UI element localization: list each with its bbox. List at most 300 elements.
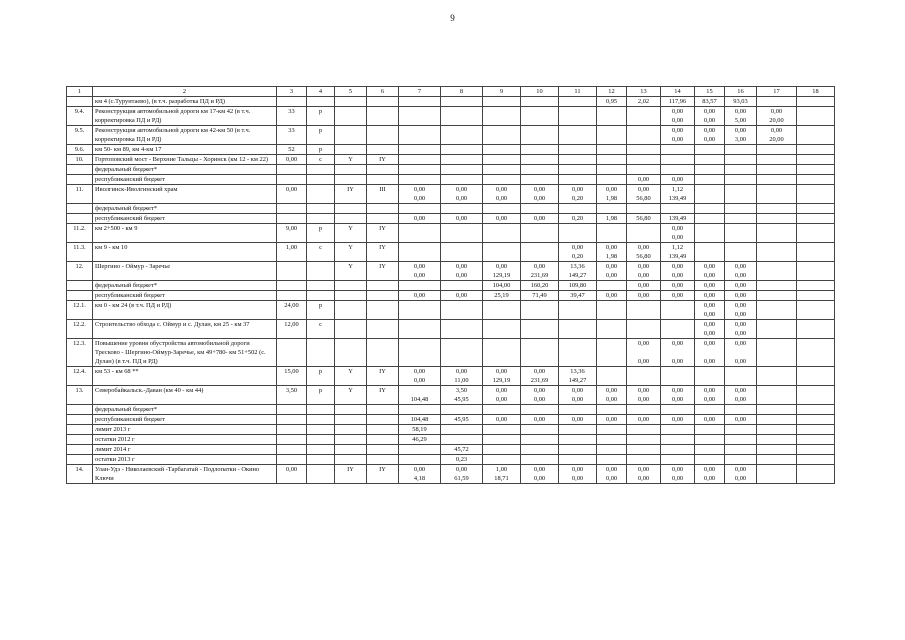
value-cell [335,214,367,224]
value-cell [367,175,399,185]
value-cell [483,445,521,455]
value-cell [597,445,627,455]
value-cell: 0,00 [597,415,627,425]
value-cell [695,435,725,445]
value-cell [399,107,441,126]
value-cell [335,126,367,145]
value-cell: 0,00 0,00 [661,107,695,126]
row-number-cell: 13. [67,386,93,405]
column-header: 13 [627,87,661,97]
value-cell: Y [335,367,367,386]
value-cell: 0,00 0,00 [627,339,661,367]
value-cell: 0,00 [661,415,695,425]
value-cell [335,301,367,320]
value-cell [725,224,757,243]
value-cell [335,320,367,339]
value-cell [661,145,695,155]
value-cell [559,301,597,320]
value-cell [307,214,335,224]
value-cell [695,243,725,262]
row-number-cell [67,281,93,291]
value-cell [725,455,757,465]
value-cell: р [307,224,335,243]
row-label-cell: км 2+500 - км 9 [93,224,277,243]
value-cell [797,339,835,367]
value-cell [335,97,367,107]
column-header: 11 [559,87,597,97]
value-cell [367,145,399,155]
value-cell: 0,00 0,20 [559,243,597,262]
value-cell [521,224,559,243]
value-cell [757,165,797,175]
value-cell [399,455,441,465]
value-cell [367,425,399,435]
column-header: 17 [757,87,797,97]
value-cell [559,425,597,435]
value-cell [797,367,835,386]
value-cell [367,455,399,465]
value-cell [725,155,757,165]
value-cell [725,145,757,155]
value-cell [521,405,559,415]
row-label-cell: федеральный бюджет* [93,165,277,175]
value-cell: IY [367,155,399,165]
value-cell [797,97,835,107]
value-cell [399,165,441,175]
value-cell: 0,00 0,00 [559,465,597,484]
value-cell [695,204,725,214]
row-number-cell [67,405,93,415]
value-cell [399,175,441,185]
value-cell [695,455,725,465]
value-cell: 0,00 0,00 [695,262,725,281]
value-cell: 0,00 0,00 [627,465,661,484]
value-cell: 0,00 0,00 [483,185,521,204]
value-cell: 0,00 [483,214,521,224]
value-cell [757,224,797,243]
value-cell: 0,00 0,00 [695,386,725,405]
row-label-cell: Улан-Удэ - Николаевский -Тарбагатай - Подлопатки - Окино Ключи [93,465,277,484]
value-cell [277,435,307,445]
value-cell [441,435,483,445]
column-header: 10 [521,87,559,97]
value-cell: 24,00 [277,301,307,320]
value-cell [559,445,597,455]
value-cell [335,175,367,185]
row-label-cell: лимит 2014 г [93,445,277,455]
value-cell: 0,00 0,00 [597,262,627,281]
value-cell [441,145,483,155]
table-row [67,301,835,320]
row-label-cell: км 0 - км 24 (в т.ч. ПД и РД) [93,301,277,320]
value-cell: 0,00 [441,291,483,301]
value-cell [695,185,725,204]
value-cell: с [307,155,335,165]
value-cell [399,97,441,107]
value-cell [757,291,797,301]
row-number-cell: 12.3. [67,339,93,367]
value-cell: 33 [277,107,307,126]
column-header: 8 [441,87,483,97]
table-row [67,386,835,405]
value-cell [307,97,335,107]
value-cell: 0,00 0,20 [559,185,597,204]
table-row [67,339,835,367]
value-cell [661,405,695,415]
value-cell [521,445,559,455]
value-cell [441,301,483,320]
value-cell: 0,00 [627,415,661,425]
value-cell: 0,00 0,00 [441,185,483,204]
value-cell [483,155,521,165]
value-cell: р [307,301,335,320]
value-cell [797,214,835,224]
value-cell: 0,00 20,00 [757,126,797,145]
value-cell: 45,72 [441,445,483,455]
value-cell: 83,57 [695,97,725,107]
row-label-cell: Строительство обхода с. Оймур и с. Дулан, км 25 - км 37 [93,320,277,339]
value-cell [335,165,367,175]
value-cell [335,204,367,214]
table-row [67,155,835,165]
value-cell: 0,00 [521,415,559,425]
value-cell: 39,47 [559,291,597,301]
value-cell [627,165,661,175]
value-cell: 0,00 0,00 [661,126,695,145]
value-cell: 0,00 20,00 [757,107,797,126]
value-cell [725,425,757,435]
value-cell [597,339,627,367]
table-header-row [67,87,835,97]
value-cell [757,320,797,339]
value-cell [483,107,521,126]
value-cell [757,262,797,281]
row-label-cell: км 50- км 89, км 4-км 17 [93,145,277,155]
value-cell [559,224,597,243]
value-cell: 0,00 0,00 [559,386,597,405]
value-cell: 0,00 129,19 [483,367,521,386]
column-header: 2 [93,87,277,97]
value-cell [597,281,627,291]
row-label-cell: лимит 2013 г [93,425,277,435]
row-label-cell: остатки 2013 г [93,455,277,465]
value-cell [483,175,521,185]
value-cell [725,204,757,214]
value-cell [627,224,661,243]
value-cell: с [307,243,335,262]
value-cell [277,175,307,185]
value-cell: 0,00 0,00 [627,386,661,405]
value-cell: 0,00 [521,214,559,224]
value-cell [695,445,725,455]
value-cell: с [307,320,335,339]
value-cell [661,425,695,435]
value-cell [757,339,797,367]
value-cell [695,425,725,435]
value-cell [757,445,797,455]
value-cell [441,155,483,165]
value-cell [797,165,835,175]
value-cell [695,175,725,185]
value-cell [725,214,757,224]
value-cell [441,224,483,243]
value-cell [483,224,521,243]
value-cell [597,320,627,339]
value-cell: 0,00 56,80 [627,185,661,204]
value-cell [399,445,441,455]
table-row [67,455,835,465]
value-cell [277,425,307,435]
value-cell: Y [335,243,367,262]
row-number-cell: 9.5. [67,126,93,145]
value-cell [797,243,835,262]
value-cell [367,165,399,175]
value-cell: 0,00 0,00 [399,367,441,386]
value-cell [627,155,661,165]
value-cell [797,204,835,214]
value-cell [441,281,483,291]
table-row [67,224,835,243]
value-cell [757,204,797,214]
value-cell [757,301,797,320]
value-cell [483,320,521,339]
column-header: 6 [367,87,399,97]
value-cell [441,425,483,435]
value-cell [483,204,521,214]
value-cell: 0,00 0,00 [441,262,483,281]
value-cell: 0,00 231,69 [521,262,559,281]
value-cell: 160,20 [521,281,559,291]
column-header: 3 [277,87,307,97]
value-cell [307,445,335,455]
value-cell [661,455,695,465]
value-cell: 104,48 [399,415,441,425]
value-cell [367,405,399,415]
value-cell [483,435,521,445]
table-row [67,175,835,185]
value-cell: 0,00 4,18 [399,465,441,484]
value-cell [399,145,441,155]
value-cell [627,435,661,445]
value-cell [399,155,441,165]
table-row [67,97,835,107]
value-cell: 1,12 139,49 [661,243,695,262]
value-cell: 0,00 56,80 [627,243,661,262]
row-number-cell: 9.6. [67,145,93,155]
value-cell: 15,00 [277,367,307,386]
value-cell [725,405,757,415]
value-cell: Y [335,155,367,165]
value-cell: 0,00 0,00 [521,465,559,484]
value-cell [757,367,797,386]
table-row [67,126,835,145]
value-cell: 0,00 [277,465,307,484]
value-cell: IY [335,465,367,484]
value-cell [521,126,559,145]
value-cell [597,175,627,185]
budget-table [66,86,835,484]
value-cell [797,435,835,445]
value-cell: 1,98 [597,214,627,224]
value-cell [695,405,725,415]
table-row [67,320,835,339]
value-cell [483,165,521,175]
value-cell [559,320,597,339]
value-cell [597,367,627,386]
value-cell: 0,00 [661,291,695,301]
value-cell [597,107,627,126]
value-cell [559,126,597,145]
value-cell: 0,00 [627,175,661,185]
value-cell: 0,00 0,00 [695,107,725,126]
value-cell [627,145,661,155]
value-cell [695,224,725,243]
value-cell [307,405,335,415]
value-cell: 0,00 0,00 [521,185,559,204]
row-number-cell: 10. [67,155,93,165]
value-cell: 139,49 [661,214,695,224]
value-cell [521,155,559,165]
value-cell [521,107,559,126]
value-cell: 33 [277,126,307,145]
value-cell [559,175,597,185]
value-cell [521,145,559,155]
row-label-cell: республиканский бюджет [93,175,277,185]
value-cell [307,262,335,281]
value-cell [307,435,335,445]
value-cell [521,97,559,107]
value-cell [797,281,835,291]
value-cell: 0,00 0,00 [597,386,627,405]
value-cell: IY [367,243,399,262]
column-header: 1 [67,87,93,97]
table-row [67,262,835,281]
row-label-cell: Реконструкция автомобильной дороги км 17-км 42 (в т.ч. корректировка ПД и РД) [93,107,277,126]
row-label-cell: республиканский бюджет [93,415,277,425]
column-header: 12 [597,87,627,97]
value-cell [277,165,307,175]
table-row [67,465,835,484]
value-cell [399,281,441,291]
value-cell: 0,00 [627,281,661,291]
value-cell: 0,00 [441,214,483,224]
value-cell: 0,00 [399,214,441,224]
value-cell [367,445,399,455]
row-number-cell [67,204,93,214]
row-label-cell: Шергино - Оймур - Заречье [93,262,277,281]
value-cell [661,155,695,165]
value-cell [559,97,597,107]
value-cell [277,97,307,107]
row-number-cell: 9.4. [67,107,93,126]
value-cell [597,224,627,243]
value-cell: 0,95 [597,97,627,107]
value-cell: Y [335,386,367,405]
value-cell [797,320,835,339]
value-cell [695,214,725,224]
column-header: 14 [661,87,695,97]
value-cell [597,455,627,465]
value-cell [521,301,559,320]
row-number-cell: 11.2. [67,224,93,243]
value-cell [521,204,559,214]
value-cell: 0,00 [695,415,725,425]
value-cell: IY [367,386,399,405]
row-number-cell [67,214,93,224]
value-cell [757,243,797,262]
value-cell [483,301,521,320]
value-cell [757,155,797,165]
value-cell [277,455,307,465]
value-cell [307,291,335,301]
row-label-cell: км 9 - км 10 [93,243,277,262]
value-cell [559,107,597,126]
value-cell [797,386,835,405]
value-cell: 0,00 0,00 [695,465,725,484]
value-cell [483,243,521,262]
value-cell [661,445,695,455]
value-cell [483,126,521,145]
value-cell [725,367,757,386]
value-cell: 0,00 0,00 [695,126,725,145]
value-cell [367,415,399,425]
column-header: 16 [725,87,757,97]
value-cell [757,455,797,465]
value-cell [277,339,307,367]
value-cell [441,175,483,185]
value-cell [627,425,661,435]
value-cell [725,175,757,185]
value-cell [441,204,483,214]
value-cell [399,320,441,339]
value-cell: 0,00 0,00 [695,339,725,367]
table-row [67,415,835,425]
value-cell: IY [367,367,399,386]
value-cell: 0,00 0,00 [725,465,757,484]
value-cell [307,465,335,484]
row-number-cell: 11.3. [67,243,93,262]
value-cell [757,97,797,107]
value-cell: 12,00 [277,320,307,339]
value-cell [399,126,441,145]
value-cell: 0,00 [399,291,441,301]
value-cell: 93,03 [725,97,757,107]
value-cell [521,455,559,465]
value-cell [695,155,725,165]
value-cell: 0,00 0,00 [725,301,757,320]
row-label-cell: федеральный бюджет* [93,405,277,415]
table-row [67,185,835,204]
value-cell [399,405,441,415]
row-number-cell [67,291,93,301]
column-header: 7 [399,87,441,97]
value-cell: 0,00 [725,281,757,291]
value-cell [695,145,725,155]
row-number-cell [67,415,93,425]
value-cell: 56,80 [627,214,661,224]
row-label-cell: Иволгинск-Иволгинский храм [93,185,277,204]
value-cell: 0,00 [483,415,521,425]
column-header: 9 [483,87,521,97]
value-cell [559,204,597,214]
column-header: 5 [335,87,367,97]
value-cell: 1,12 139,49 [661,185,695,204]
value-cell [521,175,559,185]
value-cell [335,281,367,291]
table-row [67,445,835,455]
value-cell: р [307,126,335,145]
row-label-cell: Реконструкция автомобильной дороги км 42-км 50 (в т.ч. корректировка ПД и РД) [93,126,277,145]
